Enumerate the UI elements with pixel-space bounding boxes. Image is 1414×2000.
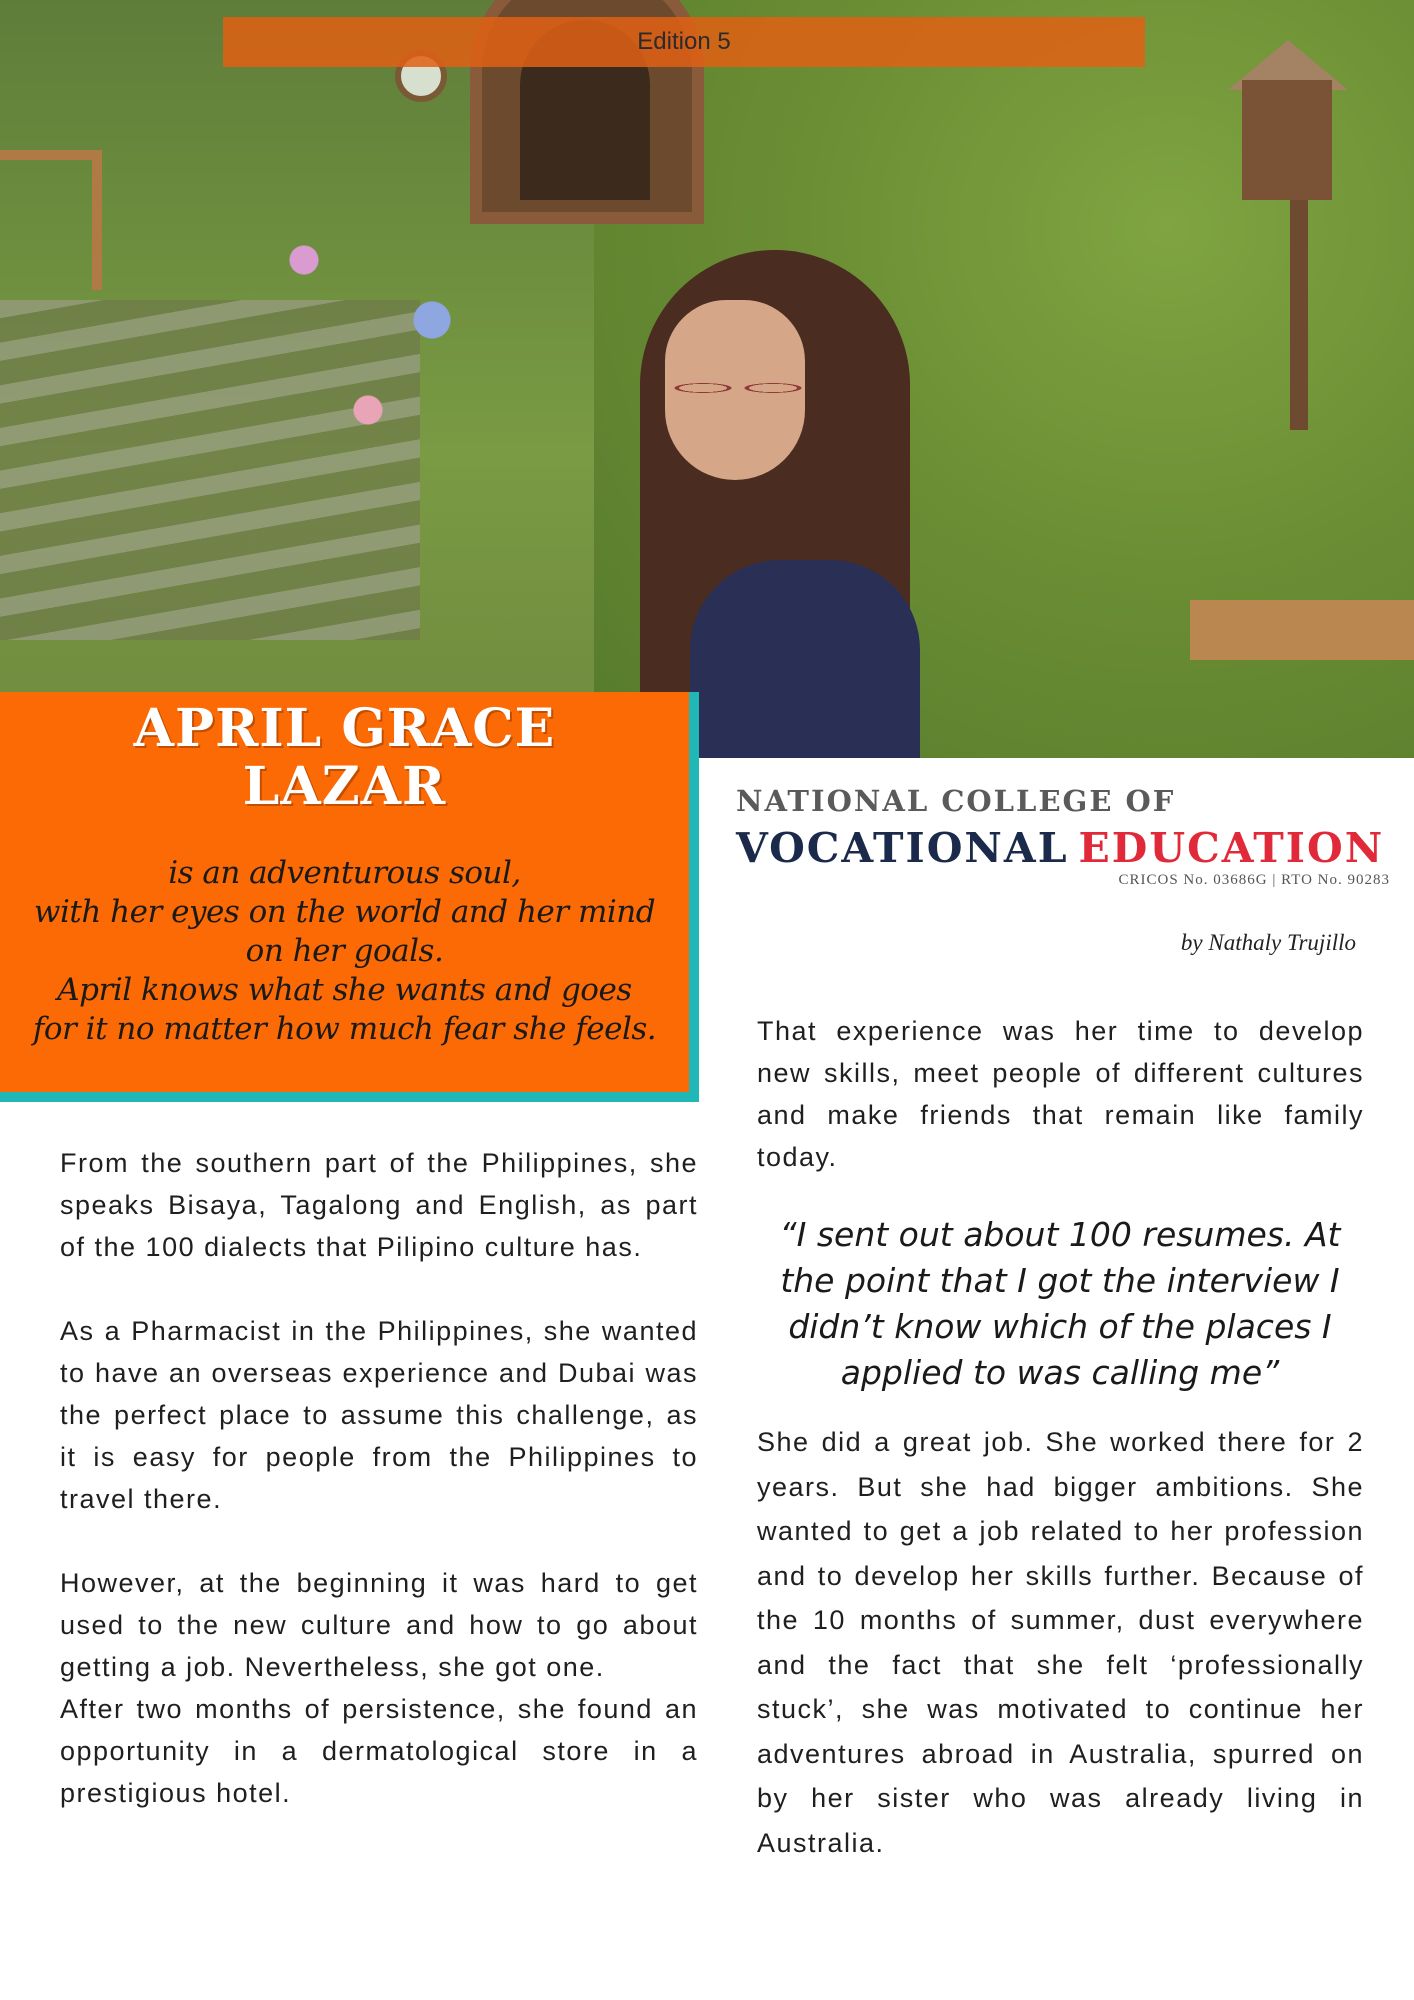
birdhouse-pole [1290, 200, 1308, 430]
tagline-line: April knows what she wants and goes [57, 972, 632, 1008]
tagline-line: on her goals. [245, 933, 444, 969]
profile-name-line1: APRIL GRACE [133, 698, 556, 759]
logo-line1: NATIONAL COLLEGE OF [736, 784, 1176, 818]
logo-word-vocational: VOCATIONAL [736, 824, 1069, 872]
profile-name [0, 700, 689, 816]
paragraph: She did a great job. She worked there for 2 years. But she had bigger ambitions. She wanted to get a job related to her profession and to develop her skills further. Because of the 10 months of summer, dust everywhere and the fact that she felt ‘professionally stuck’, she was motivated to continue her adventures abroad in Australia, spurred on by her sister who was already living in Australia. [757, 1427, 1364, 1858]
quote-line: “I sent out about 100 resumes. At [779, 1215, 1341, 1254]
tagline-line: with her eyes on the world and her mind [33, 894, 656, 930]
article-right-bottom [757, 1420, 1364, 1865]
wooden-bench-right [1190, 600, 1414, 660]
birdhouse [1242, 80, 1332, 200]
quote-line: applied to was calling me” [840, 1353, 1280, 1392]
paragraph: However, at the beginning it was hard to get used to the new culture and how to go about getting a job. Nevertheless, she got one. [60, 1568, 698, 1682]
quote-line: the point that I got the interview I [780, 1261, 1340, 1300]
paragraph: As a Pharmacist in the Philippines, she wanted to have an overseas experience and Dubai was the perfect place to assume this challenge, as it is easy for people from the Philippines to travel there. [60, 1316, 698, 1514]
edition-banner: Edition 5 [223, 17, 1145, 67]
logo-line2 [736, 824, 1390, 872]
article-right-top [757, 1010, 1364, 1178]
article-left-column [60, 1142, 698, 1814]
author-byline: by Nathaly Trujillo [1180, 930, 1356, 955]
logo-word-education: EDUCATION [1078, 824, 1385, 872]
profile-name-line2: LAZAR [242, 756, 447, 817]
pull-quote [740, 1212, 1380, 1396]
paragraph: That experience was her time to develop new skills, meet people of different cultures and make friends that remain like family today. [757, 1016, 1364, 1172]
tagline-line: for it no matter how much fear she feels. [32, 1011, 657, 1047]
profile-tagline [10, 854, 679, 1049]
quote-line: didn’t know which of the places I [788, 1307, 1332, 1346]
college-logo [736, 784, 1390, 888]
name-panel [0, 692, 689, 1092]
glasses-icon [668, 370, 808, 406]
tagline-line: is an adventurous soul, [168, 855, 521, 891]
wooden-bench-left [0, 150, 102, 290]
logo-registration: CRICOS No. 03686G | RTO No. 90283 [1118, 872, 1390, 888]
paragraph: After two months of persistence, she found an opportunity in a dermatological store in a prestigious hotel. [60, 1694, 698, 1808]
hero-photo [0, 0, 1414, 758]
paragraph: From the southern part of the Philippines, she speaks Bisaya, Tagalong and English, as part of the 100 dialects that Pilipino culture has. [60, 1148, 698, 1262]
person-body [690, 560, 920, 758]
